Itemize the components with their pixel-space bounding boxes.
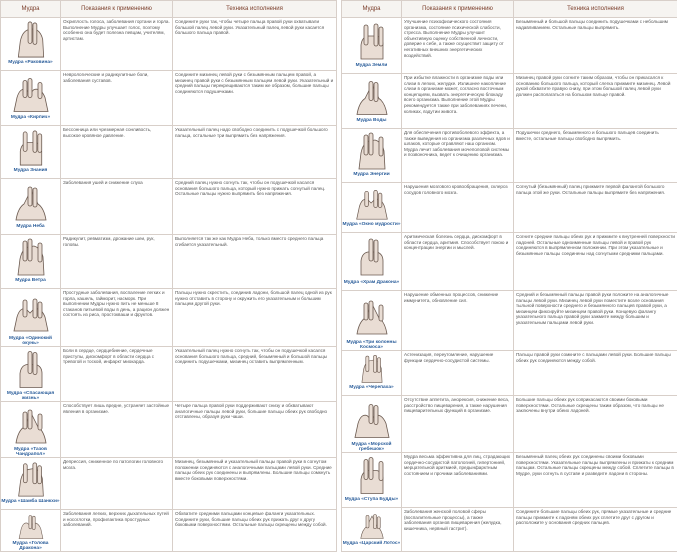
header-technique: Техника исполнения — [173, 1, 337, 18]
table-row — [1, 402, 337, 458]
hand-gesture-illustration — [349, 293, 395, 339]
header-indications: Показания к применению — [61, 1, 173, 18]
mudra-name: Мудра «Тазов Чандрапол» — [1, 447, 60, 457]
table-row — [342, 74, 677, 129]
indications-cell: Нарушения мозгового кровообращения, склероз сосудов головного мозга. — [402, 183, 514, 233]
hand-illustration-box — [342, 353, 401, 384]
mudra-cell — [1, 235, 61, 289]
mudra-name: Мудра «Царский Лотос» — [342, 541, 401, 546]
hand-gesture-illustration — [8, 349, 54, 390]
hand-illustration-box — [1, 349, 60, 390]
mudra-name: Мудра Ветра — [1, 278, 60, 283]
hand-gesture-illustration — [8, 237, 54, 277]
hand-illustration-box — [1, 512, 60, 540]
indications-cell: Астенизация, переутомление, нарушение функции сердечно-сосудистой системы. — [402, 351, 514, 396]
indications-cell: Нарушение обменных процессов, снижение иммунитета, обновление сил. — [402, 291, 514, 351]
mudra-cell — [1, 458, 61, 510]
mudra-name: Мудра Знания — [1, 168, 60, 173]
technique-cell: Указательный палец нужно согнуть так, чтобы он подушечкой касался основания большого пальца, средний, безымянный и большой пальцы соединить подушечками, мизинец оставить выпрямленным. — [173, 347, 337, 402]
hand-illustration-box — [1, 181, 60, 223]
mudra-name: Мудра «Одинокий окунь» — [1, 336, 60, 346]
indications-cell: Мудра весьма эффективна для лиц, страдающих сердечно-сосудистой патологией, гипертонией, мерцательной аритмией, предынфарктным состоянием и прочими заболеваниями. — [402, 453, 514, 508]
mudra-cell — [1, 71, 61, 126]
hand-illustration-box — [342, 131, 401, 171]
mudra-table-right — [341, 0, 677, 552]
hand-gesture-illustration — [8, 181, 54, 223]
indications-cell: Для обеспечения противоболевого эффекта, а также выведения из организма различных ядов и шлаков, которые отравляют наш организм. Мудра лечит заболевания мочеполовой системы и позвоночника, ведет к очищению организма. — [402, 129, 514, 183]
mudra-cell — [1, 510, 61, 552]
indications-cell: Охриплость голоса, заболевания гортани и горла. Выполнение Мудры улучшает голос, поэтому особенно она будет полезна певцам, учителям, артистам. — [61, 18, 173, 71]
table-header-row — [1, 1, 337, 18]
hand-gesture-illustration — [8, 460, 54, 498]
mudra-cell — [1, 179, 61, 235]
hand-gesture-illustration — [349, 20, 395, 62]
indications-cell: Неврологические и радикулитные боли, заболевания суставов. — [61, 71, 173, 126]
indications-cell: Отсутствие аппетита, анорексия, снижение веса, расстройство пищеварения, а также нарушения пищеварительных функций в организме. — [402, 396, 514, 453]
mudra-cell — [342, 74, 402, 129]
indications-cell: Радикулит, ревматизм, дрожание шеи, рук, головы. — [61, 235, 173, 289]
mudra-cell — [1, 289, 61, 347]
table-row — [1, 347, 337, 402]
mudra-name: Мудра «Голова Дракона» — [1, 541, 60, 551]
technique-cell: Согните средние пальцы обеих рук и прижмите к внутренней поверхности ладоней. Остальные одноименные пальцы левой и правой рук соединяются в выпрямленном положении. При этом указательные и безымянные пальцы соединены над согнутыми средними пальцами. — [514, 233, 677, 291]
hand-illustration-box — [1, 128, 60, 167]
technique-cell: Соедините большие пальцы обеих рук, прямые указательные и средние пальцы прижмите к ладоням обеих рук сплетите друг с другом и расположите у основания средних пальцев. — [514, 508, 677, 552]
hand-gesture-illustration — [349, 185, 395, 221]
technique-cell: Обхватите средними пальцами концевые фаланги указательных. Соедините руки, большие пальцы обеих рук прижать друг к другу боковыми поверхностями. Остальные пальцы скрещены между собой. — [173, 510, 337, 552]
mudra-name: Мудра «Храм Дракона» — [342, 280, 401, 285]
hand-gesture-illustration — [349, 353, 395, 384]
hand-gesture-illustration — [8, 73, 54, 114]
technique-cell: Мизинец правой руки согните таким образом, чтобы он прикасался к основанию большого пальца, который слегка прижмите мизинец. Левой рукой обхватите правую снизу, при этом большой палец левой руки должен располагаться на большом пальце правой. — [514, 74, 677, 129]
mudra-cell — [342, 508, 402, 552]
hand-gesture-illustration — [349, 510, 395, 540]
technique-cell: Подушечки среднего, безымянного и большого пальцев соединить вместе, остальные пальцы свободно выпрямить. — [514, 129, 677, 183]
indications-cell: Бессонница или чрезмерная сонливость, высокое кровяное давление. — [61, 126, 173, 179]
technique-cell: Безымянный палец обеих рук соединены своими боковыми поверхностями. Указательные пальцы выпрямлены и прижаты к средним пальцам. Остальные пальцы скрещены между собой. Сплетите пальцы в Мудре, руки согнуть в суставе и разведите ладони в стороны. — [514, 453, 677, 508]
mudra-name: Мудра Земли — [342, 63, 401, 68]
mudra-name: Мудра Воды — [342, 118, 401, 123]
table-header-row — [342, 1, 677, 18]
table-row — [342, 129, 677, 183]
mudra-cell — [342, 129, 402, 183]
mudra-name: Мудра «Шамба Шанкхи» — [1, 499, 60, 504]
mudra-name: Мудра «Морской гребешок» — [342, 442, 401, 452]
table-row — [1, 18, 337, 71]
hand-illustration-box — [342, 235, 401, 279]
hand-illustration-box — [1, 73, 60, 114]
table-row — [1, 126, 337, 179]
mudra-cell — [342, 18, 402, 74]
technique-cell: Средний и безымянный пальцы правой руки положите на аналогичные пальцы левой руки. Мизинец левой руки поместите возле основания тыльной поверхности среднего и безымянного пальцев правой руки, а мизинцем фиксируйте мизинцем правой руки. Концевую фалангу указательного пальца правой руки зажмите между большим и указательным пальцами левой руки. — [514, 291, 677, 351]
mudra-cell — [1, 347, 61, 402]
technique-cell: Большие пальцы обеих рук соприкасаются своими боковыми поверхностями. Остальные скрещены таким образом, что пальцы не заключены внутри обеих ладоней. — [514, 396, 677, 453]
hand-gesture-illustration — [349, 235, 395, 279]
mudra-cell — [1, 402, 61, 458]
mudra-name: Мудра «Раковина» — [1, 60, 60, 65]
hand-gesture-illustration — [8, 291, 54, 335]
mudra-name: Мудра «Черепаха» — [342, 385, 401, 390]
hand-illustration-box — [342, 185, 401, 221]
hand-illustration-box — [342, 510, 401, 540]
mudra-table-left — [0, 0, 337, 552]
mudra-cell — [342, 233, 402, 291]
table-row — [1, 235, 337, 289]
mudra-name: Мудра Энергии — [342, 172, 401, 177]
mudra-name: Мудра Неба — [1, 224, 60, 229]
indications-cell: Боли в сердце, сердцебиение, сердечные приступы, дискомфорт в области сердца с тревогой и тоской, инфаркт миокарда. — [61, 347, 173, 402]
header-mudra: Мудра — [1, 1, 61, 18]
indications-cell: Простудные заболевания, воспаление легких и горла, кашель, гайморит, насморк. При выполнении Мудры нужно пить не меньше 8 стаканов питьевой воды в день, а рацион должен состоять из риса, простокваши и фруктов. — [61, 289, 173, 347]
table-row — [1, 458, 337, 510]
technique-cell: Согнутый (безымянный) палец прижмите первой фалангой большого пальца этой же руки. Остальные пальцы выпрямите без напряжения. — [514, 183, 677, 233]
mudra-cell — [1, 18, 61, 71]
technique-cell: Выполняется так же как Мудра Неба, только вместо среднего пальца сгибается указательный. — [173, 235, 337, 289]
mudra-name: Мудра «Кирпич» — [1, 115, 60, 120]
mudra-name: Мудра «Три колонны Космоса» — [342, 340, 401, 350]
table-row — [1, 289, 337, 347]
mudra-cell — [342, 183, 402, 233]
table-row — [1, 71, 337, 126]
hand-gesture-illustration — [349, 76, 395, 117]
indications-cell: При избытке влажности в организме воды или слизи в легких, желудке. Излишнее накопление слизи в организме может, согласно восточным концепциям, вызвать энергетическую блокаду всего организма. Выполнение этой Мудры рекомендуется также при заболеваниях печени, коликах, вздутии живота. — [402, 74, 514, 129]
technique-cell: Мизинец, безымянный и указательный пальцы правой руки в согнутом положении соединяются с аналогичными пальцами левой руки. Средние пальцы обеих рук соединены и выпрямлены. Большие пальцы сомкнуть вместе боковыми поверхностями. — [173, 458, 337, 510]
technique-cell: Пальцы правой руки сомкните с пальцами левой руки. Большие пальцы обеих рук соединяются между собой. — [514, 351, 677, 396]
hand-illustration-box — [342, 76, 401, 117]
technique-cell: Пальцы нужно скрестить, соединив ладони, большой палец одной из рук нужно отставить в сторону и окружить его указательным и большим пальцем другой руки. — [173, 289, 337, 347]
table-row — [342, 233, 677, 291]
technique-cell: Безымянный и большой пальцы соединить подушечками с небольшим надавливанием. Остальные пальцы выпрямить. — [514, 18, 677, 74]
table-row — [1, 179, 337, 235]
indications-cell: Улучшение психофизического состояния организма, состояние психической слабости, стресса. Выполнение Мудры улучшит объективную оценку собственной личности, доверие к себе, а также осуществит защиту от негативных внешних энергетических воздействий. — [402, 18, 514, 74]
table-row — [342, 183, 677, 233]
indications-cell: Аритмическая болезнь сердца, дискомфорт в области сердца, аритмия. Способствует покою и концентрации энергии и мыслей. — [402, 233, 514, 291]
header-technique: Техника исполнения — [514, 1, 677, 18]
technique-cell: Соедините мизинец левой руки с безымянным пальцем правой, а мизинец правой руки с безымянным пальцем левой руки. Указательный и средний пальцы перекрещиваются таким же образом, большие пальцы соединяются подушечками. — [173, 71, 337, 126]
mudra-cell — [342, 396, 402, 453]
hand-illustration-box — [342, 20, 401, 62]
hand-gesture-illustration — [349, 455, 395, 496]
header-mudra: Мудра — [342, 1, 402, 18]
mudra-cell — [342, 351, 402, 396]
table-row — [342, 291, 677, 351]
mudra-name: Мудра «Ступа Будды» — [342, 497, 401, 502]
hand-gesture-illustration — [8, 512, 54, 540]
technique-cell: Четыре пальца правой руки поддерживают снизу и обхватывают аналогичные пальцы левой руки, большие пальцы обеих рук свободно отставлены, образуя руки чаши. — [173, 402, 337, 458]
hand-gesture-illustration — [8, 128, 54, 167]
table-row — [342, 396, 677, 453]
hand-gesture-illustration — [8, 404, 54, 446]
hand-illustration-box — [1, 237, 60, 277]
hand-gesture-illustration — [349, 398, 395, 441]
table-row — [342, 453, 677, 508]
mudra-cell — [342, 453, 402, 508]
technique-cell: Соедините руки так, чтобы четыре пальца правой руки охватывали большой палец левой руки. Указательный палец левой руки касается большого пальца правой. — [173, 18, 337, 71]
table-row — [1, 510, 337, 552]
technique-cell: Указательный палец надо свободно соединить с подушечкой большого пальца, остальные три выпрямить без напряжения. — [173, 126, 337, 179]
hand-illustration-box — [1, 291, 60, 335]
hand-illustration-box — [342, 398, 401, 441]
mudra-cell — [342, 291, 402, 351]
hand-gesture-illustration — [349, 131, 395, 171]
table-row — [342, 351, 677, 396]
mudra-name: Мудра «Спасающая жизнь» — [1, 391, 60, 401]
indications-cell: Депрессия, сниженное по патологии головного мозга. — [61, 458, 173, 510]
hand-gesture-illustration — [8, 20, 54, 59]
indications-cell: Заболевания ушей и снижение слуха — [61, 179, 173, 235]
table-row — [342, 18, 677, 74]
hand-illustration-box — [1, 460, 60, 498]
hand-illustration-box — [342, 455, 401, 496]
technique-cell: Средний палец нужно согнуть так, чтобы он подушечкой касался основания большого пальца, который нужно прижать согнутый палец. Остальные пальцы нужно выпрямить без напряжения. — [173, 179, 337, 235]
table-row — [342, 508, 677, 552]
hand-illustration-box — [1, 404, 60, 446]
hand-illustration-box — [342, 293, 401, 339]
indications-cell: Заболевания легких, верхних дыхательных путей и носоглотки, профилактика простудных заболеваний. — [61, 510, 173, 552]
hand-illustration-box — [1, 20, 60, 59]
header-indications: Показания к применению — [402, 1, 514, 18]
indications-cell: Заболевания женской половой сферы (воспалительные процессы), а также заболевания органов пищеварения (желудка, кишечника, нервный гастрит). — [402, 508, 514, 552]
mudra-name: Мудра «Окно мудрости» — [342, 222, 401, 227]
indications-cell: Способствует лишь вредне, устраняет застойные явления в организме. — [61, 402, 173, 458]
mudra-cell — [1, 126, 61, 179]
